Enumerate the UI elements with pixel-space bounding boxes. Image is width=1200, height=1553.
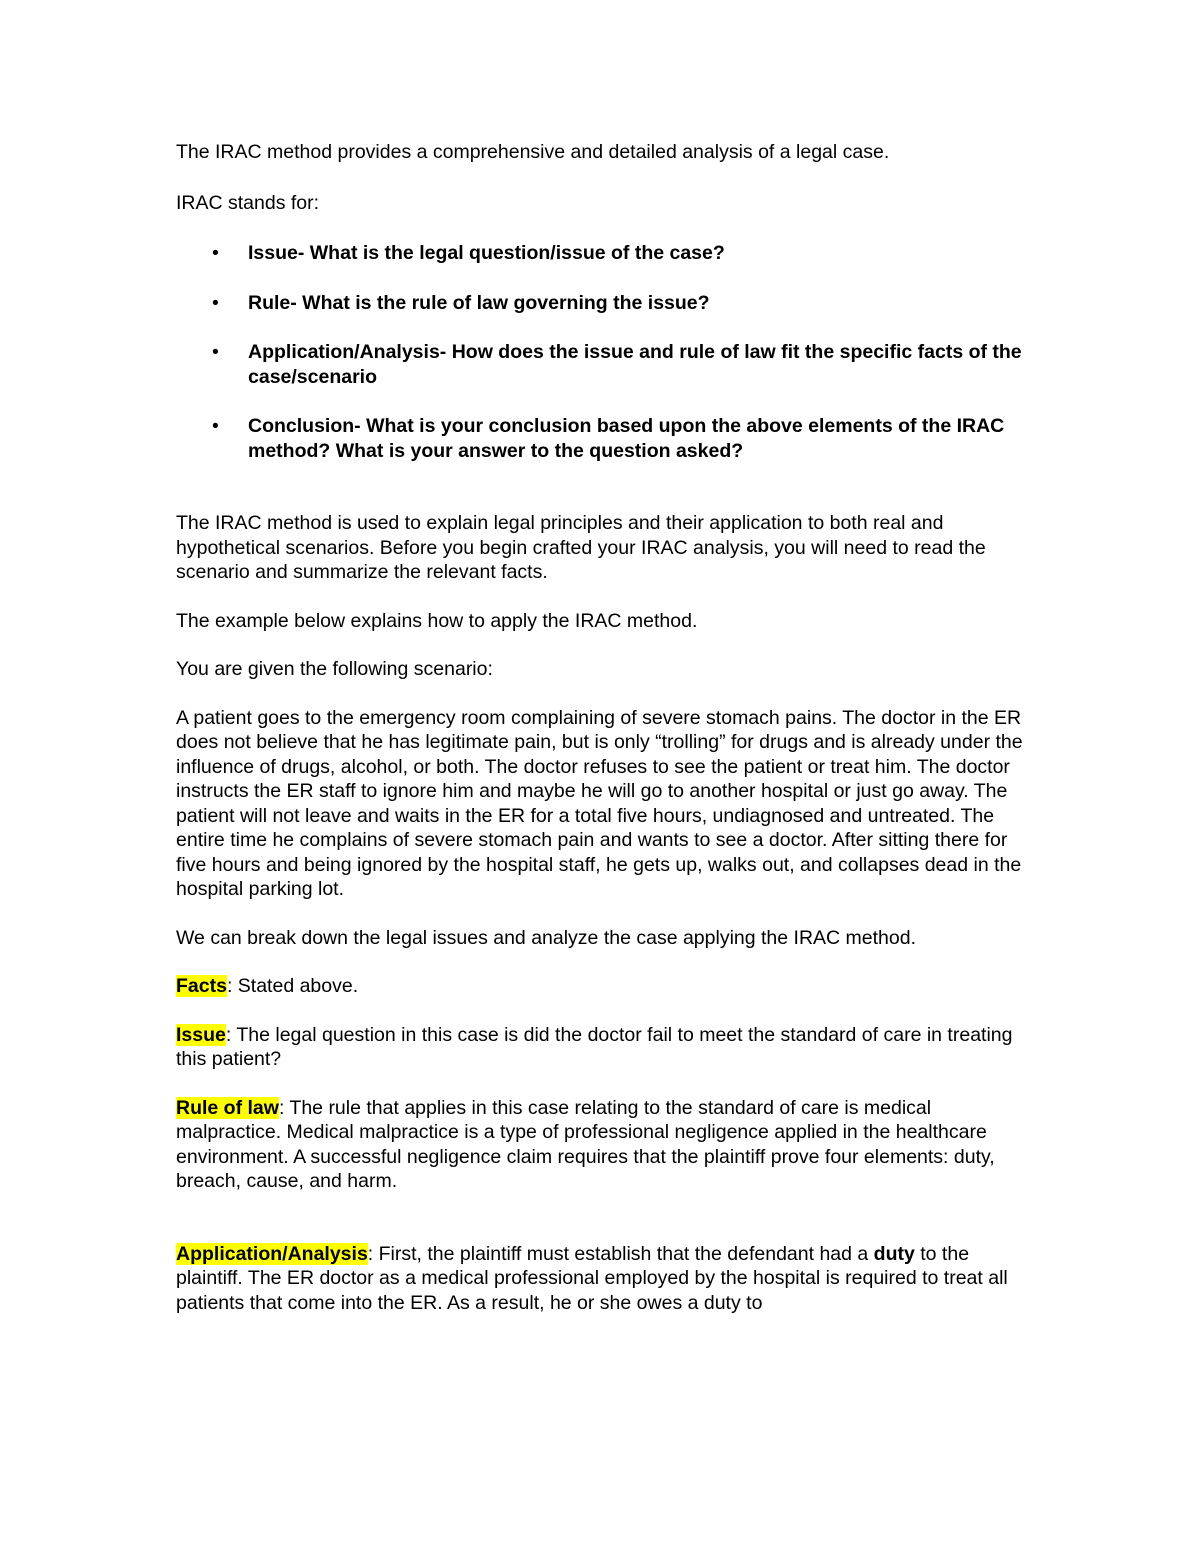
rule-text: : The rule that applies in this case relating to the standard of care is medical malpractice. Medical malpractice is a type of professional negligence applied in the healthcare environment. A successful negligence claim requires that the plaintiff prove four elements: duty, breach, cause, and harm. xyxy=(176,1096,995,1192)
application-label: Application/Analysis xyxy=(176,1242,368,1265)
element-description: What is your conclusion based upon the above elements of the IRAC method? What is your answer to the question asked? xyxy=(248,415,1005,462)
bullet-icon: • xyxy=(212,341,219,363)
element-term: Application/Analysis- xyxy=(248,341,447,363)
application-text-before: : First, the plaintiff must establish that the defendant had a xyxy=(367,1242,874,1265)
example-intro-paragraph: The example below explains how to apply the IRAC method. xyxy=(176,609,698,632)
stands-for-heading: IRAC stands for: xyxy=(176,191,320,214)
issue-paragraph xyxy=(176,1023,1036,1072)
facts-label: Facts xyxy=(176,975,227,997)
list-item xyxy=(176,241,1036,266)
method-use-paragraph: The IRAC method is used to explain legal principles and their application to both real and hypothetical scenarios. Before you begin crafted your IRAC analysis, you will need to read the scenario and summarize the relevant facts. xyxy=(176,512,986,583)
element-term: Conclusion- xyxy=(248,415,361,437)
issue-text: : The legal question in this case is did the doctor fail to meet the standard of care in treating this patient? xyxy=(176,1023,1013,1070)
intro-paragraph: The IRAC method provides a comprehensive and detailed analysis of a legal case. xyxy=(176,141,890,163)
facts-paragraph xyxy=(176,974,1036,999)
rule-paragraph xyxy=(176,1096,1036,1194)
duty-term: duty xyxy=(873,1242,915,1265)
document-body xyxy=(176,140,1036,1315)
issue-label: Issue xyxy=(176,1023,226,1046)
list-item xyxy=(176,291,1036,316)
element-description: What is the legal question/issue of the case? xyxy=(304,242,725,264)
breakdown-paragraph: We can break down the legal issues and analyze the case applying the IRAC method. xyxy=(176,926,917,949)
element-term: Issue- xyxy=(248,242,305,264)
bullet-icon: • xyxy=(212,291,219,314)
scenario-intro-paragraph: You are given the following scenario: xyxy=(176,658,493,680)
rule-label: Rule of law xyxy=(176,1096,279,1119)
irac-elements-list xyxy=(176,241,1036,463)
element-description: What is the rule of law governing the issue? xyxy=(296,291,710,314)
scenario-paragraph: A patient goes to the emergency room complaining of severe stomach pains. The doctor in the ER does not believe that he has legitimate pain, but is only “trolling” for drugs and is already under the influence of drugs, alcohol, or both. The doctor refuses to see the patient or treat him. The doctor instructs the ER staff to ignore him and maybe he will go to another hospital or just go away. The patient will not leave and waits in the ER for a total five hours, undiagnosed and untreated. The entire time he complains of severe stomach pain and wants to see a doctor. After sitting there for five hours and being ignored by the hospital staff, he gets up, walks out, and collapses dead in the hospital parking lot. xyxy=(176,706,1023,900)
element-description: How does the issue and rule of law fit the specific facts of the case/scenario xyxy=(248,341,1022,388)
application-paragraph xyxy=(176,1242,1036,1316)
element-term: Rule- xyxy=(248,291,297,314)
list-item xyxy=(176,414,1036,463)
bullet-icon: • xyxy=(212,415,219,437)
facts-text: : Stated above. xyxy=(226,975,359,997)
bullet-icon: • xyxy=(212,242,219,264)
list-item xyxy=(176,340,1036,389)
application-text-after: to the plaintiff. The ER doctor as a medical professional employed by the hospital is required to treat all patients that come into the ER. As a result, he or she owes a duty to xyxy=(176,1242,1008,1314)
